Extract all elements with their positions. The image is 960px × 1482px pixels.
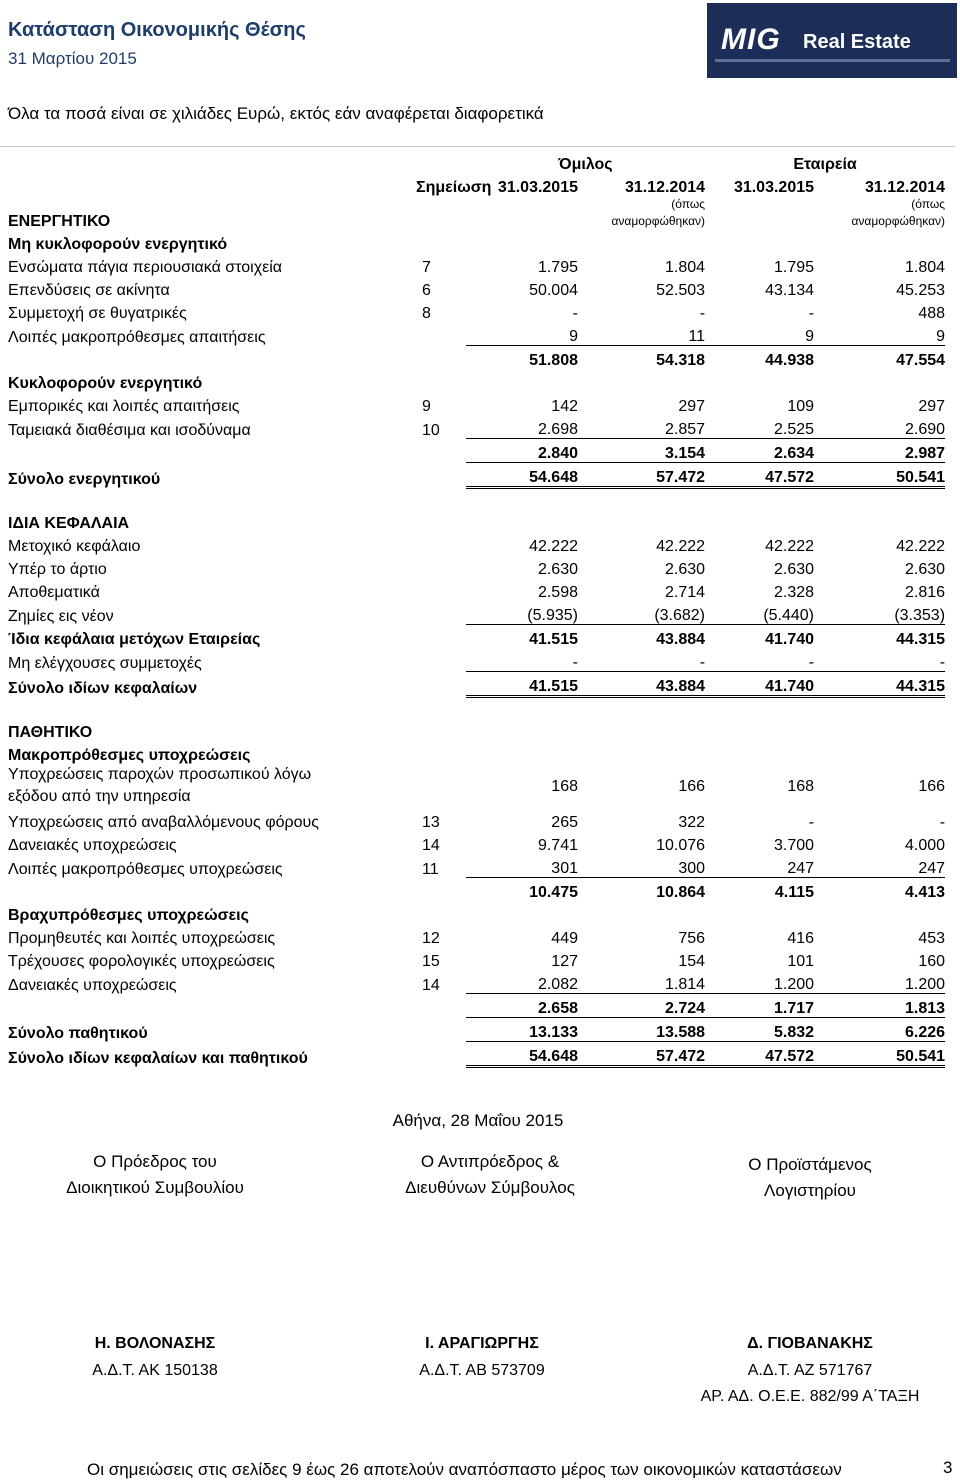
table-row <box>8 808 945 831</box>
section-current-assets: Κυκλοφορούν ενεργητικό <box>8 375 203 392</box>
value-cell: 2.630 <box>904 561 946 578</box>
footer-note: Οι σημειώσεις στις σελίδες 9 έως 26 αποτελούν αναπόσπαστο μέρος των οικονομικών καταστάσεων <box>87 1460 842 1479</box>
title-line: Διοικητικού Συμβουλίου <box>66 1178 244 1197</box>
row-label: Αποθεματικά <box>8 584 100 601</box>
value-cell: 57.472 <box>578 1042 705 1067</box>
header-row-dates <box>8 173 945 196</box>
value-cell: 1.804 <box>904 259 946 276</box>
value-cell: 2.987 <box>814 439 945 463</box>
section-liabilities: ΠΑΘΗΤΙΚΟ <box>8 724 93 741</box>
value-cell: 52.503 <box>656 282 706 299</box>
row-note <box>416 322 466 346</box>
value-cell: 43.884 <box>656 631 706 648</box>
value-cell: 2.598 <box>537 584 578 601</box>
place-date: Αθήνα, 28 Μαΐου 2015 <box>392 1111 564 1130</box>
company-logo <box>707 3 957 78</box>
restated-note-company <box>814 196 945 230</box>
table-row <box>8 578 945 601</box>
logo-real-estate: Real Estate <box>803 31 911 53</box>
total-row <box>8 672 945 697</box>
table-row <box>8 854 945 878</box>
row-label-line: εξόδου από την υπηρεσία <box>8 788 191 805</box>
value-cell: (3.353) <box>814 601 945 625</box>
value-cell: 168 <box>551 777 578 795</box>
signatory-3-license: ΑΡ. ΑΔ. Ο.Ε.Ε. 882/99 Α΄ΤΑΞΗ <box>700 1388 920 1405</box>
value-cell: 13.588 <box>578 1018 705 1042</box>
value-cell: 2.724 <box>578 994 705 1018</box>
value-cell: 43.134 <box>765 282 815 299</box>
section-heading <box>8 509 945 532</box>
table-row <box>8 924 945 947</box>
value-cell: 50.004 <box>529 282 578 299</box>
table-row <box>8 322 945 346</box>
value-cell: 2.698 <box>466 415 578 439</box>
value-cell: 2.630 <box>537 561 578 578</box>
value-cell: 166 <box>918 777 946 795</box>
value-cell: 300 <box>578 854 705 878</box>
value-cell: 2.525 <box>705 415 814 439</box>
value-cell: 1.200 <box>705 970 814 994</box>
value-cell: 449 <box>551 930 578 947</box>
row-label: Προμηθευτές και λοιπές υποχρεώσεις <box>8 930 276 947</box>
logo-mig: MIG <box>721 23 781 56</box>
value-cell: 42.222 <box>656 538 706 555</box>
signatory-2-name: Ι. ΑΡΑΓΙΩΡΓΗΣ <box>425 1335 539 1352</box>
title-line: Λογιστηρίου <box>764 1181 856 1200</box>
value-cell: 297 <box>678 398 706 415</box>
row-label: Λοιπές μακροπρόθεσμες υποχρεώσεις <box>8 860 283 878</box>
row-label-line: Υποχρεώσεις παροχών προσωπικού λόγω <box>8 766 312 783</box>
value-cell: 1.813 <box>814 994 945 1018</box>
row-label: Σύνολο ιδίων κεφαλαίων <box>8 679 198 697</box>
row-label: Μετοχικό κεφάλαιο <box>8 538 141 555</box>
value-cell: 9.741 <box>537 837 578 854</box>
value-cell: 10.076 <box>656 837 706 854</box>
total-row <box>8 463 945 488</box>
value-cell: 1.200 <box>814 970 945 994</box>
row-note: 8 <box>422 305 431 322</box>
value-cell: 51.808 <box>529 352 578 369</box>
restated-line-2: αναμορφώθηκαν) <box>611 214 706 228</box>
value-cell: 109 <box>787 398 815 415</box>
value-cell: 47.554 <box>896 352 946 369</box>
table-row <box>8 532 945 555</box>
section-heading <box>8 230 945 253</box>
row-note: 6 <box>422 282 431 299</box>
value-cell: 1.814 <box>578 970 705 994</box>
title-line: Ο Αντιπρόεδρος & <box>420 1152 560 1171</box>
value-cell: 1.795 <box>773 259 815 276</box>
table-row <box>8 253 945 276</box>
row-label: Δανειακές υποχρεώσεις <box>8 976 177 994</box>
row-label: Σύνολο παθητικού <box>8 1024 148 1042</box>
row-note: 13 <box>422 814 440 831</box>
value-cell: 4.413 <box>904 884 946 901</box>
value-cell: 2.082 <box>466 970 578 994</box>
value-cell: - <box>808 305 815 322</box>
value-cell: 2.840 <box>466 439 578 463</box>
value-cell: 13.133 <box>466 1018 578 1042</box>
total-row <box>8 1042 945 1067</box>
note-heading: Σημείωση <box>416 179 492 196</box>
subtotal-row <box>8 439 945 463</box>
header-row-restated <box>8 196 945 230</box>
title-line: Ο Προϊστάμενος <box>748 1155 872 1174</box>
value-cell: 3.154 <box>578 439 705 463</box>
value-cell: 44.315 <box>896 631 946 648</box>
value-cell: 43.884 <box>578 672 705 697</box>
row-note: 11 <box>422 860 439 878</box>
value-cell: 42.222 <box>896 538 946 555</box>
value-cell: 2.857 <box>578 415 705 439</box>
section-heading <box>8 718 945 741</box>
value-cell: 42.222 <box>529 538 578 555</box>
value-cell: 247 <box>705 854 814 878</box>
value-cell: 160 <box>918 953 946 970</box>
value-cell: 11 <box>578 322 705 346</box>
row-note: 10 <box>422 421 440 439</box>
value-cell: 1.804 <box>664 259 706 276</box>
value-cell: 41.740 <box>765 631 815 648</box>
value-cell: 41.515 <box>466 672 578 697</box>
value-cell: 5.832 <box>705 1018 814 1042</box>
table-row <box>8 831 945 854</box>
subtotal-row <box>8 346 945 370</box>
signatory-2-title <box>360 1149 620 1201</box>
value-cell: 2.634 <box>705 439 814 463</box>
value-cell: 101 <box>787 953 815 970</box>
table-row <box>8 970 945 994</box>
table-row <box>8 648 945 672</box>
value-cell: (5.935) <box>466 601 578 625</box>
row-label: Υποχρεώσεις από αναβαλλόμενους φόρους <box>8 814 319 831</box>
section-heading <box>8 901 945 924</box>
value-cell: 756 <box>678 930 706 947</box>
value-cell: 142 <box>551 398 578 415</box>
subtotal-row <box>8 994 945 1018</box>
value-cell: 2.630 <box>664 561 706 578</box>
header-divider <box>0 146 955 147</box>
value-cell: 47.572 <box>705 1042 814 1067</box>
value-cell: 44.315 <box>814 672 945 697</box>
row-note: 15 <box>422 953 440 970</box>
value-cell: 301 <box>466 854 578 878</box>
row-label: Υπέρ το άρτιο <box>8 561 107 578</box>
table-row <box>8 276 945 299</box>
signatory-2-id: Α.Δ.Τ. ΑΒ 573709 <box>419 1362 545 1379</box>
value-cell: 4.115 <box>774 884 815 901</box>
value-cell: 2.630 <box>773 561 815 578</box>
value-cell: 42.222 <box>765 538 815 555</box>
row-label: Δανειακές υποχρεώσεις <box>8 837 177 854</box>
total-row <box>8 1018 945 1042</box>
value-cell: - <box>699 305 706 322</box>
row-label: Συμμετοχή σε θυγατρικές <box>8 305 187 322</box>
value-cell: 154 <box>678 953 706 970</box>
value-cell: 50.541 <box>814 1042 945 1067</box>
col-date-1: 31.03.2015 <box>497 179 578 196</box>
value-cell: 322 <box>678 814 706 831</box>
signatory-1-id: Α.Δ.Τ. ΑΚ 150138 <box>92 1362 218 1379</box>
row-label: Εμπορικές και λοιπές απαιτήσεις <box>8 398 240 415</box>
signatory-3-title <box>680 1152 940 1204</box>
value-cell: - <box>705 648 814 672</box>
value-cell: - <box>939 814 946 831</box>
row-note: 7 <box>422 259 431 276</box>
balance-sheet-table <box>8 150 945 1068</box>
title-line: Ο Πρόεδρος του <box>93 1152 217 1171</box>
company-heading: Εταιρεία <box>793 156 857 173</box>
amounts-note: Όλα τα ποσά είναι σε χιλιάδες Ευρώ, εκτός εάν αναφέρεται διαφορετικά <box>8 104 544 123</box>
value-cell: - <box>578 648 705 672</box>
row-label: Επενδύσεις σε ακίνητα <box>8 282 170 299</box>
section-heading <box>8 741 945 764</box>
value-cell: 9 <box>466 322 578 346</box>
table-row <box>8 947 945 970</box>
row-label: Λοιπές μακροπρόθεσμες απαιτήσεις <box>8 328 266 346</box>
value-cell: 453 <box>918 930 946 947</box>
table-row <box>8 601 945 625</box>
logo-stripe <box>715 59 950 62</box>
value-cell: 1.795 <box>537 259 578 276</box>
row-label: Ζημίες εις νέον <box>8 607 114 625</box>
row-label: Τρέχουσες φορολογικές υποχρεώσεις <box>8 953 275 970</box>
row-label: Σύνολο ιδίων κεφαλαίων και παθητικού <box>8 1049 308 1067</box>
header-row-groups <box>8 150 945 173</box>
section-noncurrent-assets: Μη κυκλοφορούν ενεργητικό <box>8 236 228 253</box>
title-line: Διευθύνων Σύμβουλος <box>405 1178 575 1197</box>
row-note: 9 <box>422 398 431 415</box>
value-cell: 9 <box>814 322 945 346</box>
row-label: Μη ελέγχουσες συμμετοχές <box>8 654 202 672</box>
value-cell: 50.541 <box>814 463 945 488</box>
value-cell: (3.682) <box>578 601 705 625</box>
value-cell: 44.938 <box>765 352 815 369</box>
section-assets: ΕΝΕΡΓΗΤΙΚΟ <box>8 213 111 230</box>
report-date: 31 Μαρτίου 2015 <box>8 49 137 68</box>
col-date-4: 31.12.2014 <box>864 179 946 196</box>
table-row <box>8 415 945 439</box>
restated-note-group <box>578 196 705 230</box>
value-cell: 54.318 <box>656 352 706 369</box>
row-label <box>8 764 416 808</box>
section-st-liabilities: Βραχυπρόθεσμες υποχρεώσεις <box>8 907 249 924</box>
value-cell: 168 <box>787 777 815 795</box>
value-cell: 416 <box>787 930 815 947</box>
value-cell: - <box>572 305 578 322</box>
value-cell: 2.658 <box>466 994 578 1018</box>
value-cell: 10.864 <box>656 884 706 901</box>
value-cell: 54.648 <box>466 1042 578 1067</box>
value-cell: 57.472 <box>578 463 705 488</box>
value-cell: 2.328 <box>773 584 815 601</box>
value-cell: - <box>808 814 815 831</box>
subtotal-row <box>8 625 945 649</box>
value-cell: 488 <box>918 305 946 322</box>
row-label: Ταμειακά διαθέσιμα και ισοδύναμα <box>8 421 251 439</box>
value-cell: 2.714 <box>664 584 706 601</box>
row-label: Ενσώματα πάγια περιουσιακά στοιχεία <box>8 259 283 276</box>
col-date-2: 31.12.2014 <box>624 179 706 196</box>
restated-line-1: (όπως <box>671 197 706 211</box>
table-row <box>8 555 945 578</box>
signatory-1-title <box>25 1149 285 1201</box>
value-cell: 54.648 <box>466 463 578 488</box>
table-row <box>8 299 945 322</box>
subtotal-row <box>8 878 945 902</box>
section-heading <box>8 369 945 392</box>
restated-line-2: αναμορφώθηκαν) <box>851 214 946 228</box>
value-cell: 9 <box>705 322 814 346</box>
value-cell: 2.816 <box>904 584 946 601</box>
value-cell: 45.253 <box>896 282 946 299</box>
value-cell: 6.226 <box>814 1018 945 1042</box>
value-cell: 297 <box>918 398 946 415</box>
value-cell: 10.475 <box>529 884 578 901</box>
value-cell: 166 <box>678 777 706 795</box>
table-row <box>8 764 945 808</box>
col-date-3: 31.03.2015 <box>733 179 815 196</box>
value-cell: 41.515 <box>529 631 578 648</box>
row-note: 14 <box>422 976 440 994</box>
value-cell: 4.000 <box>904 837 946 854</box>
signatory-1-name: Η. ΒΟΛΟΝΑΣΗΣ <box>94 1335 216 1352</box>
value-cell: 1.717 <box>705 994 814 1018</box>
value-cell: - <box>814 648 945 672</box>
section-equity: ΙΔΙΑ ΚΕΦΑΛΑΙΑ <box>8 515 130 532</box>
value-cell: 247 <box>814 854 945 878</box>
value-cell: 2.690 <box>814 415 945 439</box>
value-cell: 41.740 <box>705 672 814 697</box>
signatory-3-name: Δ. ΓΙΟΒΑΝΑΚΗΣ <box>747 1335 873 1352</box>
group-heading: Όμιλος <box>558 156 613 173</box>
value-cell: (5.440) <box>705 601 814 625</box>
page-number: 3 <box>943 1458 953 1477</box>
row-label: Σύνολο ενεργητικού <box>8 470 161 488</box>
row-note: 12 <box>422 930 440 947</box>
value-cell: 127 <box>551 953 578 970</box>
row-label: Ίδια κεφάλαια μετόχων Εταιρείας <box>8 631 261 648</box>
table-row <box>8 392 945 415</box>
value-cell: - <box>466 648 578 672</box>
value-cell: 265 <box>551 814 578 831</box>
value-cell: 47.572 <box>705 463 814 488</box>
row-note: 14 <box>422 837 440 854</box>
value-cell: 3.700 <box>773 837 815 854</box>
signatory-3-id: Α.Δ.Τ. ΑΖ 571767 <box>747 1362 873 1379</box>
section-lt-liabilities: Μακροπρόθεσμες υποχρεώσεις <box>8 747 251 764</box>
report-title: Κατάσταση Οικονομικής Θέσης <box>8 19 306 41</box>
restated-line-1: (όπως <box>911 197 946 211</box>
